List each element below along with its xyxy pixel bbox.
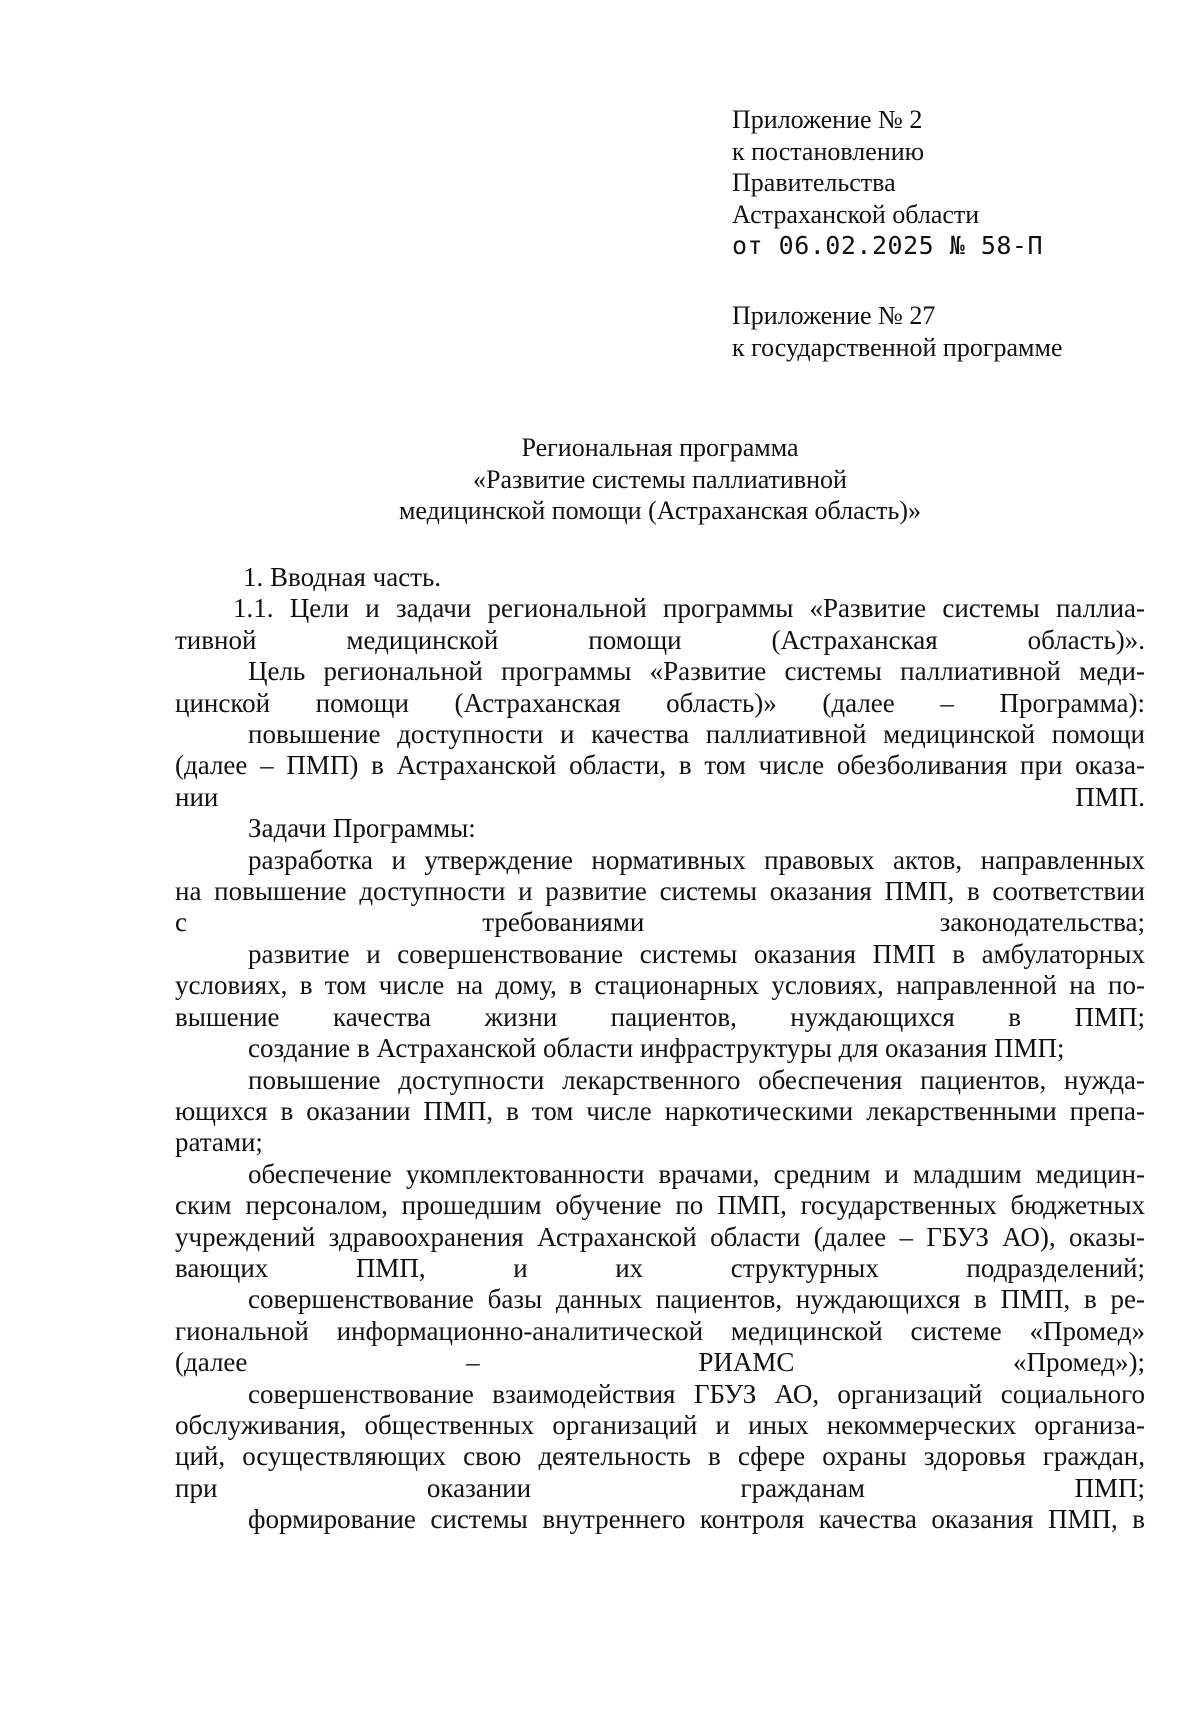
body-paragraph <box>175 562 1145 593</box>
title-line-1: Региональная программа <box>521 433 799 462</box>
body-paragraph <box>175 845 1145 939</box>
appendix-2-region: Астраханской области <box>732 199 980 229</box>
paragraph-line: Цель региональной программы «Развитие системы паллиативной меди- <box>248 656 1145 687</box>
appendix-27-number: Приложение № 27 <box>732 301 936 330</box>
appendix-2-date-number: от 06.02.2025 № 58-П <box>732 231 1044 260</box>
paragraph-line: обслуживания, общественных организаций и иных некоммерческих организа- <box>175 1409 1145 1440</box>
body-paragraph <box>175 1504 1145 1535</box>
appendix-2-resolution: к постановлению <box>732 136 925 166</box>
body-paragraph <box>175 813 1145 844</box>
appendix-2-government: Правительства <box>732 168 896 197</box>
paragraph-line: 1.1. Цели и задачи региональной программы «Развитие системы паллиа- <box>233 593 1145 624</box>
paragraph-line: ющихся в оказании ПМП, в том числе наркотическими лекарственными препа- <box>175 1095 1145 1126</box>
paragraph-line: ций, осуществляющих свою деятельность в сфере охраны здоровья граждан, <box>175 1441 1145 1472</box>
paragraph-line: с требованиями законодательства; <box>175 907 1145 938</box>
paragraph-line: вышение качества жизни пациентов, нуждающихся в ПМП; <box>175 1001 1145 1032</box>
body-paragraph <box>175 593 1145 656</box>
appendix-2-header <box>732 104 1043 262</box>
paragraph-line: гиональной информационно-аналитической медицинской системе «Промед» <box>175 1315 1145 1346</box>
paragraph-line: повышение доступности и качества паллиативной медицинской помощи <box>248 719 1145 750</box>
paragraph-line: при оказании гражданам ПМП; <box>175 1472 1145 1503</box>
paragraph-line: тивной медицинской помощи (Астраханская область)». <box>175 624 1145 655</box>
paragraph-line: ратами; <box>175 1127 263 1158</box>
body-paragraph <box>175 1379 1145 1505</box>
paragraph-line: обеспечение укомплектованности врачами, средним и младшим медицин- <box>248 1158 1145 1189</box>
body-paragraph <box>175 1284 1145 1378</box>
document-body <box>175 562 1145 1536</box>
paragraph-line: цинской помощи (Астраханская область)» (далее – Программа): <box>175 687 1145 718</box>
document-title <box>250 432 1070 527</box>
paragraph-line: ским персоналом, прошедшим обучение по ПМП, государственных бюджетных <box>175 1190 1145 1221</box>
paragraph-line: развитие и совершенствование системы оказания ПМП в амбулаторных <box>248 938 1145 969</box>
paragraph-line: на повышение доступности и развитие системы оказания ПМП, в соответствии <box>175 876 1145 907</box>
paragraph-line: формирование системы внутреннего контроля качества оказания ПМП, в <box>248 1504 1145 1535</box>
paragraph-line: совершенствование взаимодействия ГБУЗ АО, организаций социального <box>248 1378 1145 1409</box>
body-paragraph <box>175 939 1145 1033</box>
paragraph-line: 1. Вводная часть. <box>243 562 442 592</box>
appendix-2-number: Приложение № 2 <box>732 105 923 134</box>
body-paragraph <box>175 1065 1145 1159</box>
paragraph-line: (далее – РИАМС «Промед»); <box>175 1347 1145 1378</box>
body-paragraph <box>175 656 1145 719</box>
body-paragraph <box>175 1033 1145 1064</box>
appendix-27-header <box>732 300 1063 363</box>
title-line-2: «Развитие системы паллиативной <box>473 464 847 494</box>
paragraph-line: разработка и утверждение нормативных правовых актов, направленных <box>248 844 1145 875</box>
paragraph-line: учреждений здравоохранения Астраханской области (далее – ГБУЗ АО), оказы- <box>175 1221 1145 1252</box>
paragraph-line: совершенствование базы данных пациентов, нуждающихся в ПМП, в ре- <box>248 1284 1145 1315</box>
body-paragraph <box>175 1159 1145 1285</box>
paragraph-line: (далее – ПМП) в Астраханской области, в том числе обезболивания при оказа- <box>175 750 1145 781</box>
appendix-27-program: к государственной программе <box>732 332 1063 362</box>
paragraph-line: создание в Астраханской области инфраструктуры для оказания ПМП; <box>248 1033 1065 1064</box>
paragraph-line: нии ПМП. <box>175 781 1145 812</box>
body-paragraph <box>175 719 1145 813</box>
paragraph-line: вающих ПМП, и их структурных подразделений; <box>175 1252 1145 1283</box>
title-line-3: медицинской помощи (Астраханская область)» <box>398 496 922 525</box>
paragraph-line: условиях, в том числе на дому, в стационарных условиях, направленной на по- <box>175 970 1145 1001</box>
paragraph-line: повышение доступности лекарственного обеспечения пациентов, нужда- <box>248 1064 1145 1095</box>
paragraph-line: Задачи Программы: <box>248 813 476 844</box>
